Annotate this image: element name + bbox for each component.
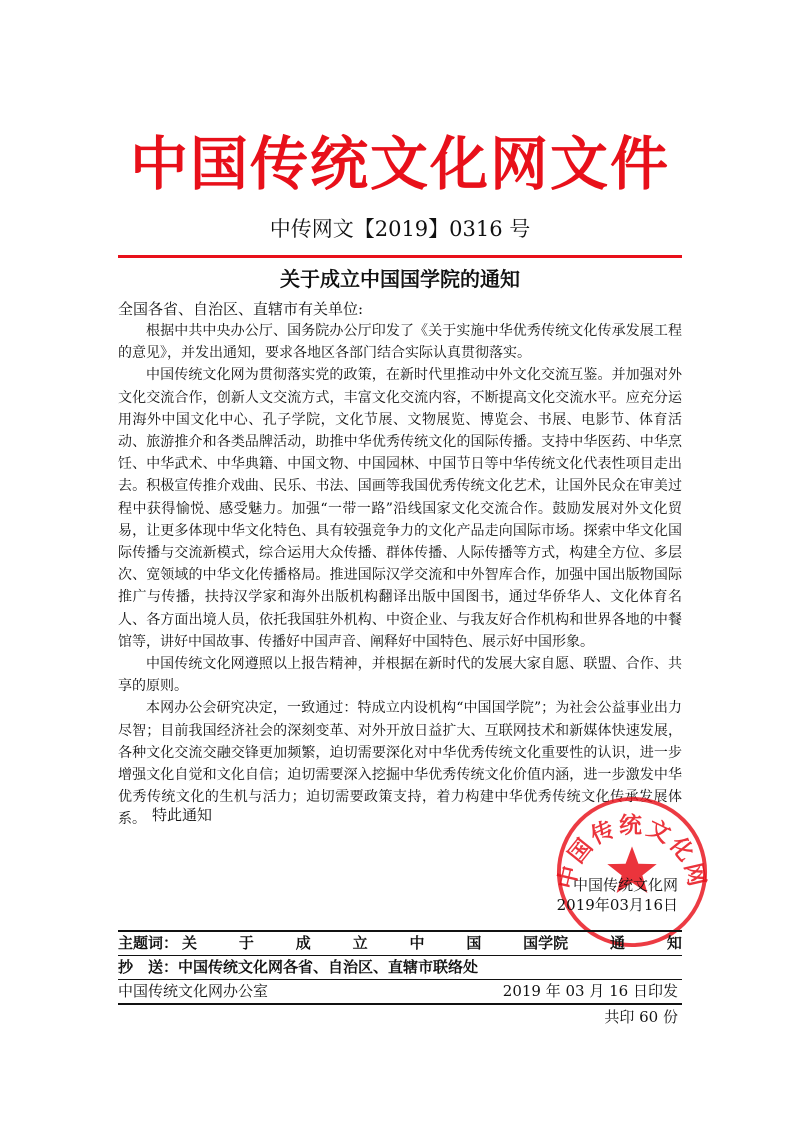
closing-remark: 特此通知: [152, 806, 213, 824]
subject-words: [178, 932, 682, 955]
body-paragraph: 中国传统文化网遵照以上报告精神，并根据在新时代的发展大家自愿、联盟、合作、共享的原则。: [118, 656, 682, 695]
subject-word: 国: [466, 934, 482, 952]
subject-word: 于: [238, 934, 254, 952]
subject-word: 中: [409, 934, 425, 952]
print-date: 2019 年 03 月 16 日印发: [502, 982, 678, 1000]
subject-word: 通: [610, 934, 626, 952]
body-paragraph: 根据中共中央办公厅、国务院办公厅印发了《关于实施中华优秀传统文化传承发展工程的意见》，并发出通知，要求各地区各部门结合实际认真贯彻落实。: [118, 323, 682, 362]
document-footer: [118, 930, 682, 1029]
signature-date: 2019年03月16日: [556, 896, 678, 914]
subject-word: 立: [352, 934, 368, 952]
subject-word: 关: [182, 934, 198, 952]
official-seal: [553, 793, 711, 951]
subject-word: 成: [295, 934, 311, 952]
subject-label: 主题词：: [118, 934, 179, 952]
document-number: 中传网文【2019】0316 号: [269, 217, 531, 241]
signature-org: 中国传统文化网: [572, 876, 678, 894]
subject-word: 国学院: [523, 934, 569, 952]
addressee: 全国各省、自治区、直辖市有关单位:: [118, 300, 364, 318]
svg-text:中国传统文化网: 中国传统文化网: [553, 813, 711, 892]
issuing-office-row: [118, 980, 682, 1005]
document-header-title: 中国传统文化网文件: [129, 130, 670, 198]
subject-word: 知: [666, 934, 682, 952]
red-divider-line: [118, 255, 682, 258]
signature-block: [557, 875, 678, 915]
cc-row: 抄 送：中国传统文化网各省、自治区、直辖市联络处: [118, 956, 682, 980]
notice-title: 关于成立中国国学院的通知: [280, 267, 520, 291]
body-paragraph: 中国传统文化网为贯彻落实党的政策，在新时代里推动中外文化交流互鉴。并加强对外文化交流合作，创新人文交流方式，丰富文化交流内容，不断提高文化交流水平。应充分运用海外中国文化中心、孔子学院，文化节展、文物展览、博览会、书展、电影节、体育活动、旅游推介和各类品牌活动，助推中华优秀传统文化的国际传播。支持中华医药、中华烹饪、中华武术、中华典籍、中国文物、中国园林、中国节日等中华传统文化代表性项目走出去。积极宣传推介戏曲、民乐、书法、国画等我国优秀传统文化艺术，让国外民众在审美过程中获得愉悦、感受魅力。加强“一带一路”沿线国家文化交流合作。鼓励发展对外文化贸易，让更多体现中华文化特色、具有较强竞争力的文化产品走向国际市场。探索中华文化国际传播与交流新模式，综合运用大众传播、群体传播、人际传播等方式，构建全方位、多层次、宽领域的中华文化传播格局。推进国际汉学交流和中外智库合作，加强中国出版物国际推广与传播，扶持汉学家和海外出版机构翻译出版中国图书，通过华侨华人、文化体育名人、各方面出境人员，依托我国驻外机构、中资企业、与我友好合作机构和世界各地的中餐馆等，讲好中国故事、传播好中国声音、阐释好中国特色、展示好中国形象。: [118, 367, 682, 650]
copies-count: 共印 60 份: [604, 1008, 678, 1026]
body-paragraph: 本网办公会研究决定，一致通过：特成立内设机构“中国国学院”；为社会公益事业出力尽智；目前我国经济社会的深刻变革、对外开放日益扩大、互联网技术和新媒体快速发展，各种文化交流交融交锋更加频繁，迫切需要深化对中华优秀传统文化重要性的认识，进一步增强文化自觉和文化自信；迫切需要深入挖掘中华优秀传统文化价值内涵，进一步激发中华优秀传统文化的生机与活力；迫切需要政策支持，着力构建中华优秀传统文化传承发展体系。: [118, 700, 682, 828]
subject-keywords-row: [118, 930, 682, 956]
issuing-office: 中国传统文化网办公室: [118, 982, 269, 1000]
notice-body: [118, 298, 682, 831]
